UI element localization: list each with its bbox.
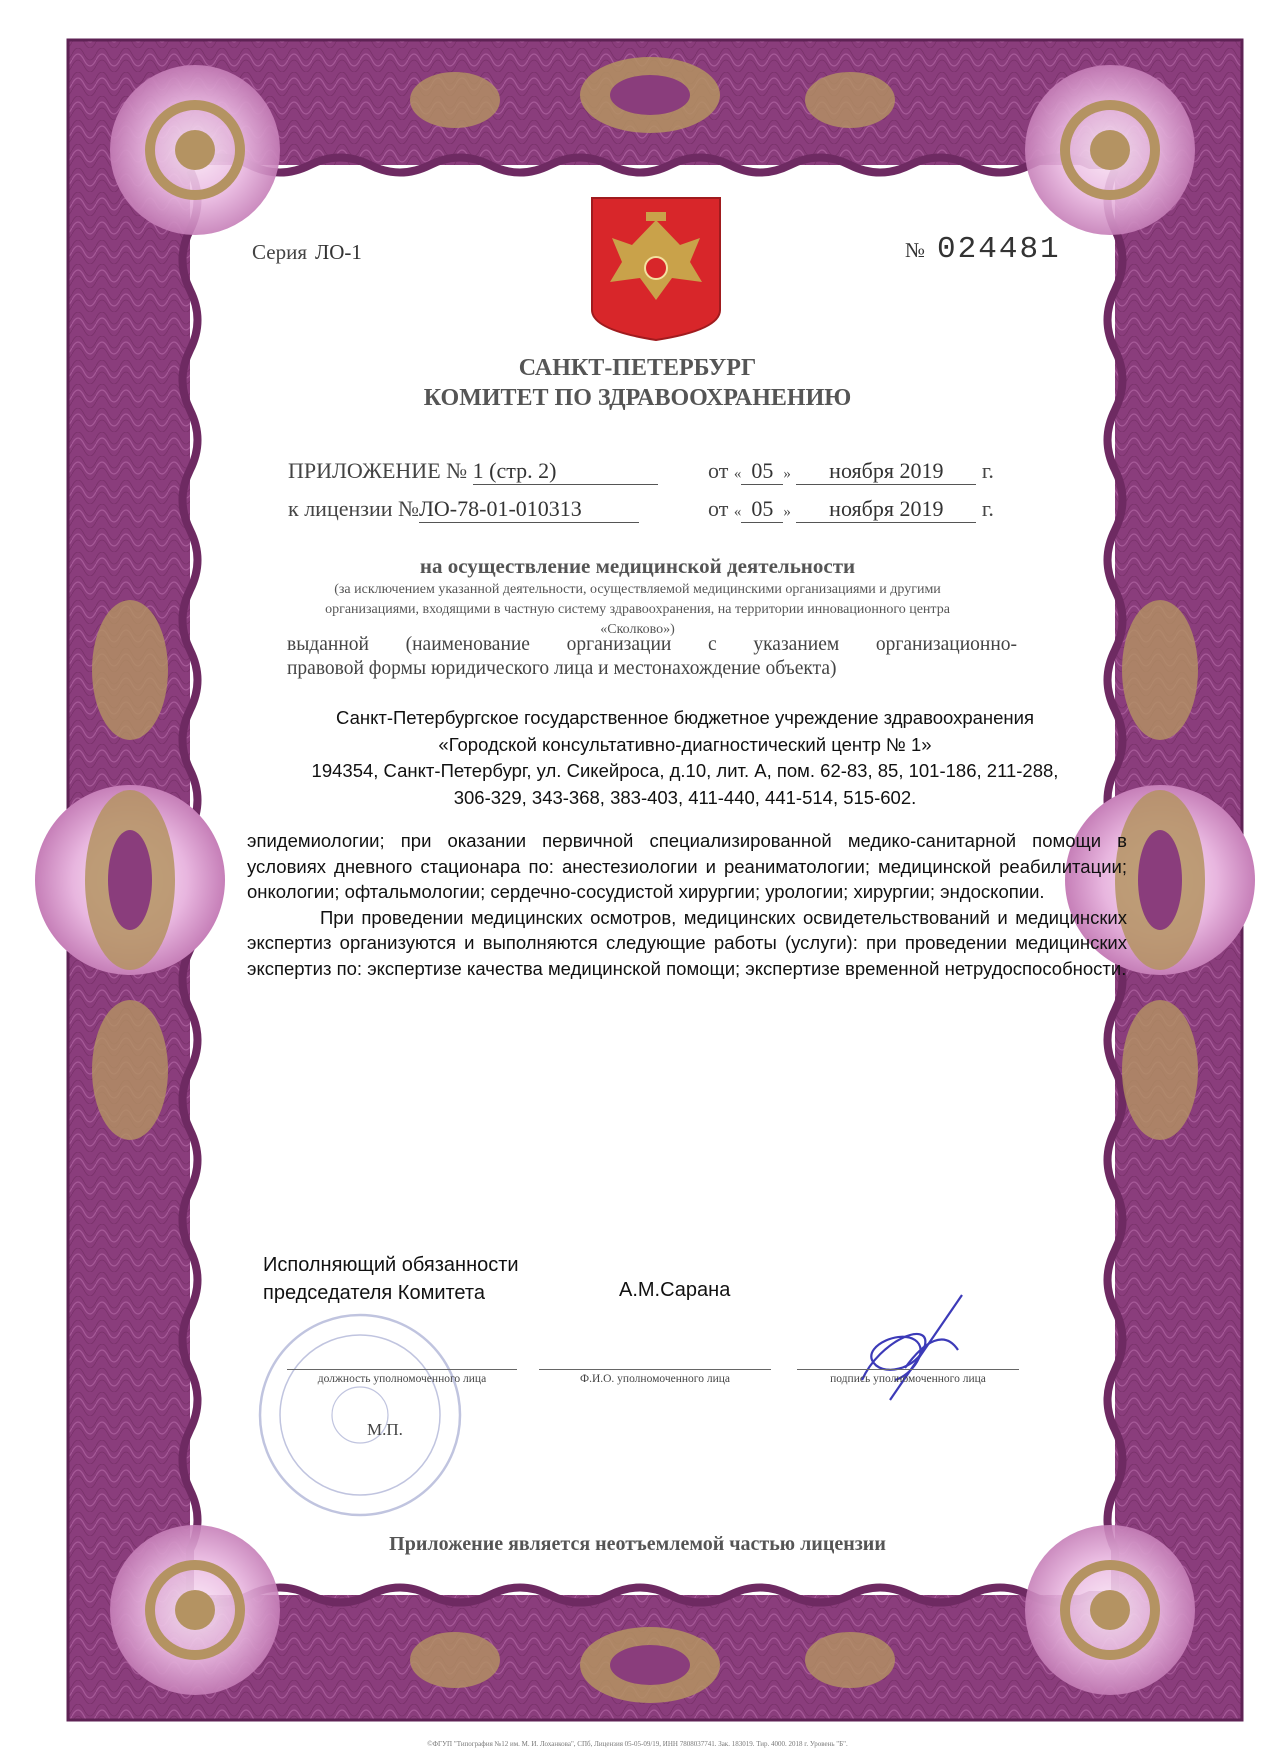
issuer-block <box>0 353 1275 413</box>
appendix-day: 05 <box>741 458 783 485</box>
org-address-line-1: 194354, Санкт-Петербург, ул. Сикейроса, д.10, лит. А, пом. 62-83, 85, 101-186, 211-288, <box>311 760 1059 781</box>
exclusion-line-1: (за исключением указанной деятельности, осуществляемой медицинскими организациями и другими <box>334 582 941 597</box>
exclusion-line-3: «Сколково») <box>600 622 675 637</box>
appendix-close-quote: » <box>783 466 791 482</box>
caption-signature: подпись уполномоченного лица <box>830 1373 986 1385</box>
number-label: № <box>905 238 926 262</box>
issued-line-2: правовой формы юридического лица и местонахождение объекта) <box>287 658 837 679</box>
series-field <box>252 240 362 265</box>
appendix-line <box>288 458 658 485</box>
appendix-open-quote: « <box>733 466 742 482</box>
caption-name: Ф.И.О. уполномоченного лица <box>579 1373 730 1385</box>
license-label: к лицензии № <box>288 496 419 521</box>
series-value: ЛО-1 <box>314 240 362 264</box>
appendix-number: 1 (стр. 2) <box>473 458 658 485</box>
document-number <box>905 232 1061 267</box>
activity-exclusion <box>270 580 1005 640</box>
name-underline <box>539 1369 771 1370</box>
footer-note: Приложение является неотъемлемой частью лицензии <box>389 1533 886 1555</box>
appendix-label: ПРИЛОЖЕНИЕ № <box>288 458 468 483</box>
org-name-line-2: «Городской консультативно-диагностический центр № 1» <box>438 733 932 755</box>
caption-position: должность уполномоченного лица <box>317 1373 487 1385</box>
issuer-committee: КОМИТЕТ ПО ЗДРАВООХРАНЕНИЮ <box>423 385 852 411</box>
number-value: 024481 <box>937 232 1061 267</box>
position-line-2: председателя Комитета <box>263 1282 485 1304</box>
license-open-quote: « <box>733 504 742 520</box>
activity-title: на осуществление медицинской деятельности <box>419 554 856 578</box>
russian-coat-of-arms-icon <box>592 198 720 340</box>
org-address-line-2: 306-329, 343-368, 383-403, 411-440, 441-514, 515-602. <box>453 786 917 808</box>
issuer-city: САНКТ-ПЕТЕРБУРГ <box>518 355 757 381</box>
series-label: Серия <box>252 240 307 264</box>
license-month-year: ноября 2019 <box>796 496 976 523</box>
license-body <box>247 828 1127 981</box>
position-underline <box>287 1369 517 1370</box>
appendix-year-suffix: г. <box>981 458 994 483</box>
license-line <box>288 496 639 523</box>
body-paragraph-1: эпидемиологии; при оказании первичной специализированной медико-санитарной помощи в условиях дневного стационара по: анестезиологии и реаниматологии; медицинской реабилитации; онкологии; офтальмологии; сердечно-сосудистой хирургии; урологии; хирургии; эндоскопии. <box>247 830 1127 902</box>
license-year-suffix: г. <box>981 496 994 521</box>
body-paragraph-2: При проведении медицинских осмотров, медицинских освидетельствований и медицинских экспертиз организуются и выполняются следующие работы (услуги): при проведении медицинских экспертиз по: экспертизе качества медицинской помощи; экспертизе временной нетрудоспособности. <box>247 906 1127 979</box>
signatory-name: А.М.Сарана <box>619 1279 731 1301</box>
position-line-1: Исполняющий обязанности <box>263 1254 519 1276</box>
appendix-date <box>708 458 994 485</box>
official-round-stamp <box>260 1315 460 1515</box>
corner-ornament-top-left <box>110 65 280 235</box>
signatory-position <box>263 1251 519 1307</box>
license-date <box>708 496 994 523</box>
organization-block <box>230 705 1140 811</box>
appendix-from-label: от <box>708 458 729 483</box>
org-name-line-1: Санкт-Петербургское государственное бюджетное учреждение здравоохранения <box>336 707 1034 728</box>
printer-imprint: ©ФГУП "Типография №12 им. М. И. Лоханкова", СПб, Лицензия 05-05-09/19, ИНН 7808037741. Зак. 183019. Тир. 4000. 2018 г. Уровень "Б". <box>427 1740 848 1748</box>
signature-underline <box>797 1369 1019 1370</box>
license-day: 05 <box>741 496 783 523</box>
license-from-label: от <box>708 496 729 521</box>
exclusion-line-2: организациями, входящими в частную систему здравоохранения, на территории инновационного центра <box>325 602 950 617</box>
seal-place: М.П. <box>367 1420 403 1439</box>
license-number: ЛО-78-01-010313 <box>419 496 639 523</box>
appendix-month-year: ноября 2019 <box>796 458 976 485</box>
license-close-quote: » <box>783 504 791 520</box>
issued-line-1: выданной (наименование организации с указанием организационно- <box>287 634 1017 655</box>
corner-ornament-top-right <box>1025 65 1195 235</box>
